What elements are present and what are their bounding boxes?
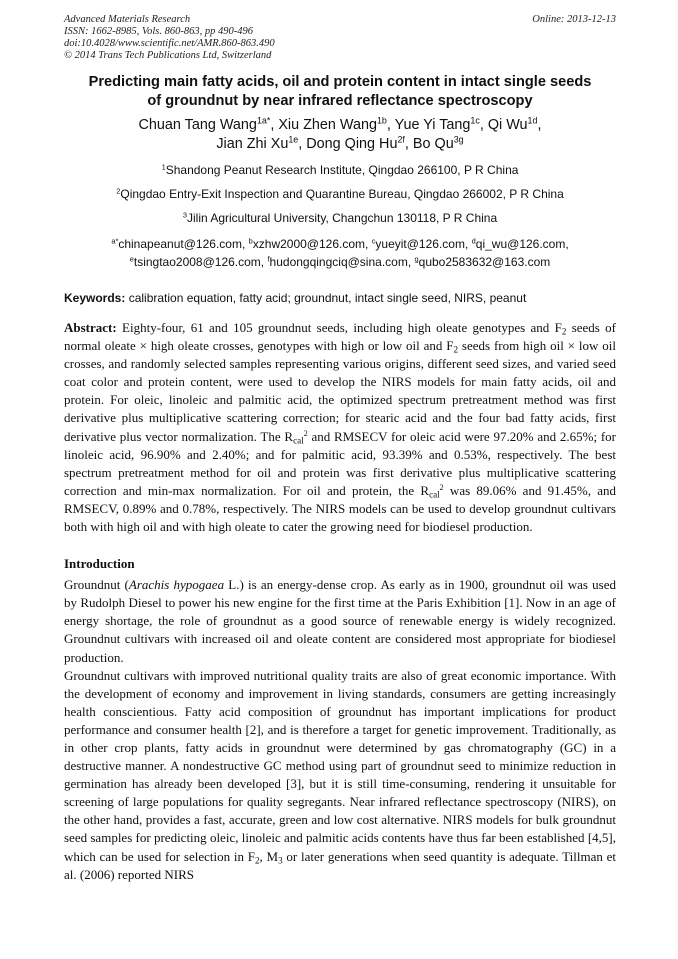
paper-page — [64, 14, 616, 884]
issn-line: ISSN: 1662-8985, Vols. 860-863, pp 490-496 — [64, 26, 253, 37]
author-sup: 1d — [527, 115, 538, 126]
email-address: yueyit@126.com — [375, 237, 465, 251]
email-address: hudongqingciq@sina.com — [269, 255, 408, 269]
affiliation-3: $^3$Jilin Agricultural University, Changchun 130118, P R China — [182, 210, 498, 225]
author-sup: 3g — [453, 134, 464, 145]
keywords — [64, 291, 616, 306]
intro-paragraph-2: Groundnut cultivars with improved nutritional quality traits are also of great economic importance. With the development of economy and improvement in living standards, consumers are getting increasingly health conscientious. Fatty acid composition of groundnut has important implications for product performance and consumer health [2], and is therefore a target for genetic improvement. Traditionally, as in other crop plants, fatty acids in groundnut were determined by gas chromatography (GC) in a destructive manner. A nondestructive GC method using part of groundnut seed to minimize reduction in germination has already been developed [3], but it is still time-consuming, rendering it unsuitable for screening of large populations for quality segregants. Near infrared reflectance spectroscopy (NIRS), on the other hand, provides a fast, accurate, green and low cost alternative. NIRS models for bulk groundnut seed samples for predicting oleic, linoleic and palmitic acids contents have thus far been established [4,5], which can be used for selection in $F_2$, $M_3$ or later generations when seed quantity is adequate. Tillman et al. (2006) reported NIRS — [64, 667, 616, 882]
email-address: qi_wu@126.com — [475, 237, 566, 251]
email-address: qubo2583632@163.com — [418, 255, 551, 269]
author-sup: 1a* — [256, 115, 271, 126]
keywords-text: calibration equation, fatty acid; groundnut, intact single seed, NIRS, peanut — [125, 291, 527, 305]
abstract: Abstract: Eighty-four, 61 and 105 groundnut seeds, including high oleate genotypes and $F_2$ seeds of normal oleate × high oleate crosses, genotypes with high or low oil and $F_2$ seeds from high oil × low oil crosses, and randomly selected samples representing various origins, different seed sizes, and varied seed coat color and protein content, were used to develop the NIRS models for main fatty acids, oil and protein. For oleic, linoleic and palmitic acid, the optimized spectrum pretreatment method was first derivative plus multiplicative scattering correction; for stearic acid and the four bad fatty acids, first derivative plus vector normalization. The $R_{cal}^2$ and RMSECV for oleic acid were 97.20% and 2.65%; for linoleic acid, 96.90% and 2.40%; and for palmitic acid, 93.39% and 0.53%, respectively. The best spectrum pretreatment method for oil and protein was first derivative plus multiplicative scattering correction and min-max normalization. For oil and protein, the $R_{cal}^2$ was 89.06% and 91.45%, and RMSECV, 0.89% and 0.78%, respectively. The NIRS models can be used to develop groundnut cultivars both with high oil and with high oleate to cater the growing need for biodiesel production. — [64, 320, 616, 535]
author-sup: 1b — [376, 115, 387, 126]
emails-line-2: $^e$tsingtao2008@126.com, $^f$hudongqingciq@sina.com, $^g$qubo2583632@163.com — [129, 254, 551, 269]
author-list — [64, 116, 616, 154]
author-name: Yue Yi Tang — [394, 117, 471, 133]
author-sup: 2f — [397, 134, 405, 145]
email-address: chinapeanut@126.com — [118, 237, 242, 251]
author-name: Jian Zhi Xu — [216, 136, 289, 152]
affiliation-1: $^1$Shandong Peanut Research Institute, Qingdao 266100, P R China — [161, 162, 519, 177]
online-date: Online: 2013-12-13 — [532, 14, 616, 25]
doi-line: doi:10.4028/www.scientific.net/AMR.860-863.490 — [64, 38, 275, 49]
author-sup: 1e — [288, 134, 299, 145]
author-name: Xiu Zhen Wang — [278, 117, 377, 133]
authors-line-2: Jian Zhi $Xu^{1e}$, Dong Qing $Hu^{2f}$, Bo $Qu^{3g}$ — [216, 134, 464, 152]
email-address: xzhw2000@126.com — [252, 237, 366, 251]
copyright-line: © 2014 Trans Tech Publications Ltd, Switzerland — [64, 50, 272, 61]
journal-name: Advanced Materials Research — [64, 14, 191, 25]
paper-title — [64, 73, 616, 111]
journal-header — [64, 14, 616, 62]
species-name: Arachis hypogaea — [128, 577, 225, 593]
author-name: Dong Qing Hu — [306, 136, 398, 152]
section-heading-introduction: Introduction — [64, 556, 135, 572]
intro-paragraph-1: Groundnut (Arachis hypogaea L.) is an energy-dense crop. As early as in 1900, groundnut oil was used by Rudolph Diesel to power his new engine for the first time at the Paris Exhibition [1]. Now in an age of energy shortage, the role of groundnut as a good source of renewable energy is widely recognized. Groundnut cultivars with increased oil and oleate content are considered most appropriate for biodiesel production. — [64, 577, 616, 665]
keywords-label: Keywords: — [64, 291, 126, 305]
email-address: tsingtao2008@126.com — [133, 255, 261, 269]
abstract-label: Abstract: — [64, 320, 117, 335]
author-name: Bo Qu — [412, 136, 454, 152]
author-emails — [64, 235, 616, 271]
author-name: Chuan Tang Wang — [138, 117, 257, 133]
author-name: Qi Wu — [487, 117, 528, 133]
affiliation-2: $^2$Qingdao Entry-Exit Inspection and Quarantine Bureau, Qingdao 266002, P R China — [116, 186, 564, 201]
title-line-1: Predicting main fatty acids, oil and protein content in intact single seeds — [88, 74, 592, 90]
title-line-2: of groundnut by near infrared reflectance spectroscopy — [147, 93, 533, 109]
authors-line-1: Chuan Tang Wang$^{1a*}$, Xiu Zhen Wang$^{1b}$, Yue Yi Tang$^{1c}$, Qi $Wu^{1d}$, — [138, 115, 542, 133]
author-sup: 1c — [470, 115, 480, 126]
emails-line-1: $^{a*}$chinapeanut@126.com, $^b$xzhw2000@126.com, $^c$yueyit@126.com, $^d$qi_wu@126.com, — [111, 236, 569, 251]
